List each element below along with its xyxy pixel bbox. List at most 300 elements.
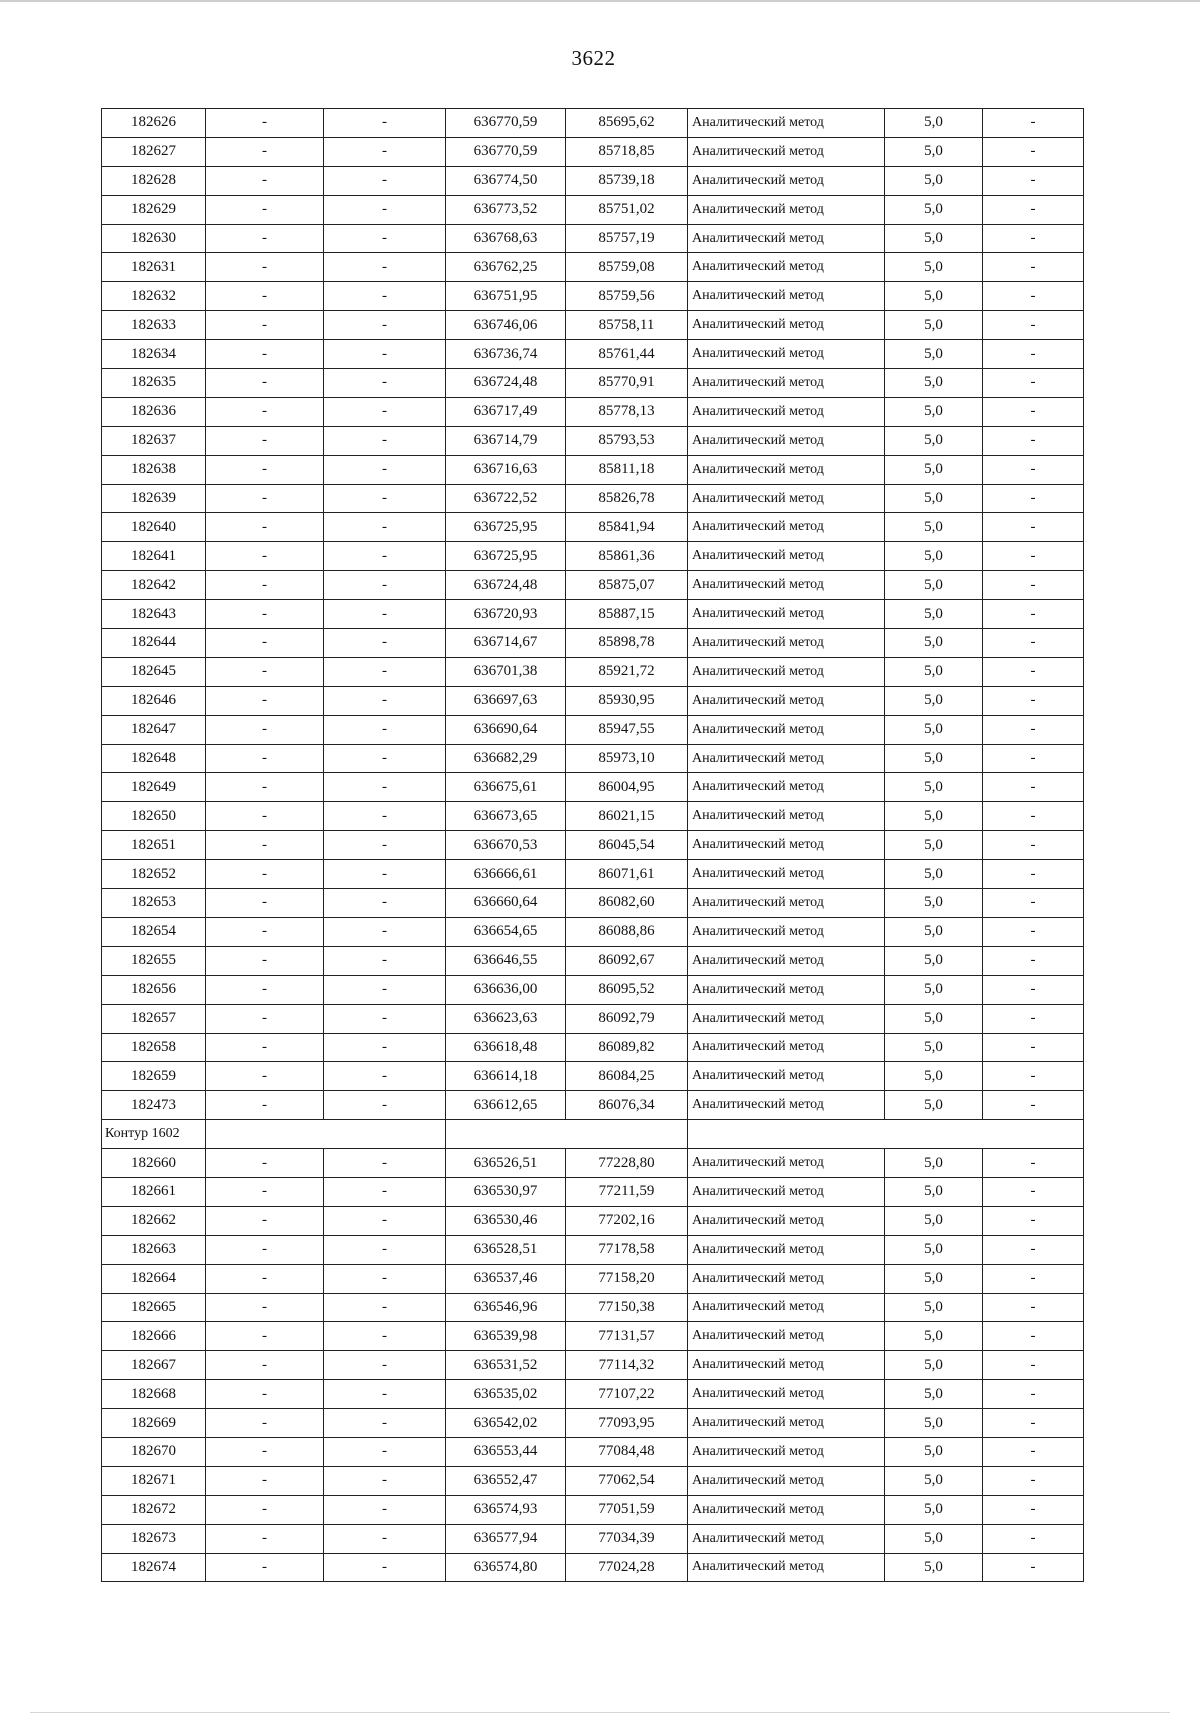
table-row — [102, 657, 1084, 686]
col8-cell: - — [983, 1177, 1084, 1206]
y-coord-cell: 85758,11 — [566, 311, 688, 340]
table-row — [102, 1004, 1084, 1033]
point-id-cell: 182648 — [102, 744, 206, 773]
accuracy-cell: 5,0 — [885, 513, 983, 542]
col3-cell: - — [324, 253, 446, 282]
col2-cell: - — [206, 1235, 324, 1264]
col3-cell: - — [324, 831, 446, 860]
col2-cell: - — [206, 1206, 324, 1235]
method-cell: Аналитический метод — [688, 1351, 885, 1380]
point-id-cell: 182651 — [102, 831, 206, 860]
col3-cell: - — [324, 1235, 446, 1264]
contour-header-row — [102, 1120, 1084, 1149]
col2-cell: - — [206, 889, 324, 918]
point-id-cell: 182640 — [102, 513, 206, 542]
method-cell: Аналитический метод — [688, 1380, 885, 1409]
point-id-cell: 182650 — [102, 802, 206, 831]
x-coord-cell: 636716,63 — [446, 455, 566, 484]
y-coord-cell: 85973,10 — [566, 744, 688, 773]
point-id-cell: 182664 — [102, 1264, 206, 1293]
method-cell: Аналитический метод — [688, 657, 885, 686]
col2-cell: - — [206, 1293, 324, 1322]
table-row — [102, 542, 1084, 571]
method-cell: Аналитический метод — [688, 109, 885, 138]
col8-cell: - — [983, 1351, 1084, 1380]
table-row — [102, 715, 1084, 744]
y-coord-cell: 85751,02 — [566, 195, 688, 224]
x-coord-cell: 636673,65 — [446, 802, 566, 831]
y-coord-cell: 85861,36 — [566, 542, 688, 571]
point-id-cell: 182633 — [102, 311, 206, 340]
x-coord-cell: 636614,18 — [446, 1062, 566, 1091]
col3-cell: - — [324, 1206, 446, 1235]
point-id-cell: 182635 — [102, 369, 206, 398]
col2-cell: - — [206, 1264, 324, 1293]
x-coord-cell: 636535,02 — [446, 1380, 566, 1409]
method-cell: Аналитический метод — [688, 773, 885, 802]
x-coord-cell: 636725,95 — [446, 542, 566, 571]
col3-cell: - — [324, 340, 446, 369]
y-coord-cell: 86082,60 — [566, 889, 688, 918]
col8-cell: - — [983, 484, 1084, 513]
col2-cell: - — [206, 426, 324, 455]
col2-cell: - — [206, 369, 324, 398]
table-row — [102, 166, 1084, 195]
x-coord-cell: 636539,98 — [446, 1322, 566, 1351]
col3-cell: - — [324, 1409, 446, 1438]
col3-cell: - — [324, 600, 446, 629]
col2-cell: - — [206, 744, 324, 773]
col8-cell: - — [983, 426, 1084, 455]
col2-cell: - — [206, 513, 324, 542]
table-row — [102, 1264, 1084, 1293]
col8-cell: - — [983, 889, 1084, 918]
col2-cell: - — [206, 1004, 324, 1033]
method-cell: Аналитический метод — [688, 195, 885, 224]
scan-edge-bottom — [30, 1712, 1170, 1713]
table-row — [102, 253, 1084, 282]
accuracy-cell: 5,0 — [885, 657, 983, 686]
point-id-cell: 182639 — [102, 484, 206, 513]
accuracy-cell: 5,0 — [885, 340, 983, 369]
col2-cell: - — [206, 802, 324, 831]
col3-cell: - — [324, 860, 446, 889]
x-coord-cell: 636553,44 — [446, 1437, 566, 1466]
col2-cell: - — [206, 1409, 324, 1438]
point-id-cell: 182658 — [102, 1033, 206, 1062]
x-coord-cell: 636762,25 — [446, 253, 566, 282]
point-id-cell: 182669 — [102, 1409, 206, 1438]
col2-cell: - — [206, 686, 324, 715]
col2-cell: - — [206, 311, 324, 340]
y-coord-cell: 85887,15 — [566, 600, 688, 629]
accuracy-cell: 5,0 — [885, 946, 983, 975]
method-cell: Аналитический метод — [688, 802, 885, 831]
x-coord-cell: 636773,52 — [446, 195, 566, 224]
method-cell: Аналитический метод — [688, 744, 885, 773]
x-coord-cell: 636751,95 — [446, 282, 566, 311]
col2-cell: - — [206, 1091, 324, 1120]
accuracy-cell: 5,0 — [885, 109, 983, 138]
col3-cell: - — [324, 1322, 446, 1351]
x-coord-cell: 636746,06 — [446, 311, 566, 340]
y-coord-cell: 85826,78 — [566, 484, 688, 513]
accuracy-cell: 5,0 — [885, 311, 983, 340]
method-cell: Аналитический метод — [688, 860, 885, 889]
empty-cell — [206, 1120, 446, 1149]
col8-cell: - — [983, 1264, 1084, 1293]
col3-cell: - — [324, 1091, 446, 1120]
col3-cell: - — [324, 1264, 446, 1293]
table-row — [102, 860, 1084, 889]
col2-cell: - — [206, 773, 324, 802]
col8-cell: - — [983, 195, 1084, 224]
x-coord-cell: 636774,50 — [446, 166, 566, 195]
point-id-cell: 182662 — [102, 1206, 206, 1235]
col2-cell: - — [206, 166, 324, 195]
x-coord-cell: 636542,02 — [446, 1409, 566, 1438]
empty-cell — [446, 1120, 688, 1149]
col8-cell: - — [983, 917, 1084, 946]
col8-cell: - — [983, 1466, 1084, 1495]
table-row — [102, 282, 1084, 311]
accuracy-cell: 5,0 — [885, 253, 983, 282]
col3-cell: - — [324, 1380, 446, 1409]
col2-cell: - — [206, 253, 324, 282]
method-cell: Аналитический метод — [688, 1553, 885, 1582]
col8-cell: - — [983, 311, 1084, 340]
accuracy-cell: 5,0 — [885, 484, 983, 513]
table-row — [102, 1437, 1084, 1466]
method-cell: Аналитический метод — [688, 282, 885, 311]
x-coord-cell: 636574,93 — [446, 1495, 566, 1524]
table-row — [102, 1177, 1084, 1206]
y-coord-cell: 86004,95 — [566, 773, 688, 802]
y-coord-cell: 86095,52 — [566, 975, 688, 1004]
point-id-cell: 182666 — [102, 1322, 206, 1351]
accuracy-cell: 5,0 — [885, 455, 983, 484]
col3-cell: - — [324, 715, 446, 744]
point-id-cell: 182630 — [102, 224, 206, 253]
table-row — [102, 744, 1084, 773]
method-cell: Аналитический метод — [688, 1149, 885, 1178]
method-cell: Аналитический метод — [688, 1322, 885, 1351]
col8-cell: - — [983, 629, 1084, 658]
col8-cell: - — [983, 369, 1084, 398]
col3-cell: - — [324, 166, 446, 195]
y-coord-cell: 85875,07 — [566, 571, 688, 600]
accuracy-cell: 5,0 — [885, 715, 983, 744]
point-id-cell: 182628 — [102, 166, 206, 195]
col8-cell: - — [983, 657, 1084, 686]
accuracy-cell: 5,0 — [885, 860, 983, 889]
col2-cell: - — [206, 917, 324, 946]
accuracy-cell: 5,0 — [885, 773, 983, 802]
method-cell: Аналитический метод — [688, 484, 885, 513]
x-coord-cell: 636724,48 — [446, 571, 566, 600]
col2-cell: - — [206, 571, 324, 600]
x-coord-cell: 636623,63 — [446, 1004, 566, 1033]
col8-cell: - — [983, 1524, 1084, 1553]
method-cell: Аналитический метод — [688, 1235, 885, 1264]
col2-cell: - — [206, 484, 324, 513]
col8-cell: - — [983, 600, 1084, 629]
accuracy-cell: 5,0 — [885, 1177, 983, 1206]
col3-cell: - — [324, 1004, 446, 1033]
col8-cell: - — [983, 340, 1084, 369]
table-row — [102, 195, 1084, 224]
col3-cell: - — [324, 629, 446, 658]
method-cell: Аналитический метод — [688, 542, 885, 571]
col3-cell: - — [324, 137, 446, 166]
col8-cell: - — [983, 1293, 1084, 1322]
col3-cell: - — [324, 426, 446, 455]
point-id-cell: 182637 — [102, 426, 206, 455]
col3-cell: - — [324, 571, 446, 600]
x-coord-cell: 636717,49 — [446, 397, 566, 426]
col8-cell: - — [983, 224, 1084, 253]
accuracy-cell: 5,0 — [885, 889, 983, 918]
point-id-cell: 182629 — [102, 195, 206, 224]
col2-cell: - — [206, 1524, 324, 1553]
accuracy-cell: 5,0 — [885, 1235, 983, 1264]
table-row — [102, 340, 1084, 369]
col3-cell: - — [324, 1495, 446, 1524]
col8-cell: - — [983, 744, 1084, 773]
point-id-cell: 182631 — [102, 253, 206, 282]
method-cell: Аналитический метод — [688, 629, 885, 658]
col3-cell: - — [324, 975, 446, 1004]
col3-cell: - — [324, 1437, 446, 1466]
col8-cell: - — [983, 1380, 1084, 1409]
y-coord-cell: 77084,48 — [566, 1437, 688, 1466]
point-id-cell: 182647 — [102, 715, 206, 744]
x-coord-cell: 636574,80 — [446, 1553, 566, 1582]
x-coord-cell: 636660,64 — [446, 889, 566, 918]
col8-cell: - — [983, 1033, 1084, 1062]
col3-cell: - — [324, 1149, 446, 1178]
col3-cell: - — [324, 802, 446, 831]
table-row — [102, 917, 1084, 946]
col2-cell: - — [206, 831, 324, 860]
col2-cell: - — [206, 1437, 324, 1466]
method-cell: Аналитический метод — [688, 1293, 885, 1322]
accuracy-cell: 5,0 — [885, 1495, 983, 1524]
col2-cell: - — [206, 340, 324, 369]
x-coord-cell: 636697,63 — [446, 686, 566, 715]
accuracy-cell: 5,0 — [885, 1553, 983, 1582]
y-coord-cell: 77062,54 — [566, 1466, 688, 1495]
accuracy-cell: 5,0 — [885, 1437, 983, 1466]
col8-cell: - — [983, 571, 1084, 600]
y-coord-cell: 85778,13 — [566, 397, 688, 426]
y-coord-cell: 86045,54 — [566, 831, 688, 860]
col8-cell: - — [983, 513, 1084, 542]
col2-cell: - — [206, 600, 324, 629]
point-id-cell: 182644 — [102, 629, 206, 658]
col3-cell: - — [324, 484, 446, 513]
method-cell: Аналитический метод — [688, 1524, 885, 1553]
col8-cell: - — [983, 773, 1084, 802]
table-row — [102, 686, 1084, 715]
y-coord-cell: 85761,44 — [566, 340, 688, 369]
col2-cell: - — [206, 455, 324, 484]
col2-cell: - — [206, 860, 324, 889]
y-coord-cell: 77051,59 — [566, 1495, 688, 1524]
y-coord-cell: 85930,95 — [566, 686, 688, 715]
point-id-cell: 182643 — [102, 600, 206, 629]
col8-cell: - — [983, 109, 1084, 138]
x-coord-cell: 636724,48 — [446, 369, 566, 398]
col8-cell: - — [983, 715, 1084, 744]
y-coord-cell: 86092,79 — [566, 1004, 688, 1033]
method-cell: Аналитический метод — [688, 715, 885, 744]
y-coord-cell: 77178,58 — [566, 1235, 688, 1264]
x-coord-cell: 636675,61 — [446, 773, 566, 802]
accuracy-cell: 5,0 — [885, 542, 983, 571]
table-row — [102, 975, 1084, 1004]
accuracy-cell: 5,0 — [885, 195, 983, 224]
accuracy-cell: 5,0 — [885, 1322, 983, 1351]
point-id-cell: 182638 — [102, 455, 206, 484]
col3-cell: - — [324, 1351, 446, 1380]
col3-cell: - — [324, 1033, 446, 1062]
accuracy-cell: 5,0 — [885, 1409, 983, 1438]
table-row — [102, 802, 1084, 831]
y-coord-cell: 85759,56 — [566, 282, 688, 311]
x-coord-cell: 636670,53 — [446, 831, 566, 860]
y-coord-cell: 86088,86 — [566, 917, 688, 946]
x-coord-cell: 636714,79 — [446, 426, 566, 455]
accuracy-cell: 5,0 — [885, 1524, 983, 1553]
col8-cell: - — [983, 1235, 1084, 1264]
x-coord-cell: 636725,95 — [446, 513, 566, 542]
method-cell: Аналитический метод — [688, 1033, 885, 1062]
method-cell: Аналитический метод — [688, 397, 885, 426]
method-cell: Аналитический метод — [688, 889, 885, 918]
method-cell: Аналитический метод — [688, 455, 885, 484]
x-coord-cell: 636577,94 — [446, 1524, 566, 1553]
col8-cell: - — [983, 455, 1084, 484]
point-id-cell: 182634 — [102, 340, 206, 369]
method-cell: Аналитический метод — [688, 1062, 885, 1091]
col8-cell: - — [983, 253, 1084, 282]
col2-cell: - — [206, 397, 324, 426]
col2-cell: - — [206, 224, 324, 253]
table-row — [102, 1553, 1084, 1582]
y-coord-cell: 85695,62 — [566, 109, 688, 138]
col3-cell: - — [324, 917, 446, 946]
y-coord-cell: 77024,28 — [566, 1553, 688, 1582]
col2-cell: - — [206, 1177, 324, 1206]
col8-cell: - — [983, 1206, 1084, 1235]
method-cell: Аналитический метод — [688, 1004, 885, 1033]
col2-cell: - — [206, 1466, 324, 1495]
y-coord-cell: 85739,18 — [566, 166, 688, 195]
accuracy-cell: 5,0 — [885, 917, 983, 946]
col8-cell: - — [983, 1004, 1084, 1033]
col3-cell: - — [324, 311, 446, 340]
y-coord-cell: 86089,82 — [566, 1033, 688, 1062]
col3-cell: - — [324, 889, 446, 918]
accuracy-cell: 5,0 — [885, 1264, 983, 1293]
col8-cell: - — [983, 542, 1084, 571]
x-coord-cell: 636530,46 — [446, 1206, 566, 1235]
x-coord-cell: 636618,48 — [446, 1033, 566, 1062]
x-coord-cell: 636682,29 — [446, 744, 566, 773]
y-coord-cell: 77131,57 — [566, 1322, 688, 1351]
col3-cell: - — [324, 686, 446, 715]
contour-label: Контур 1602 — [102, 1120, 206, 1149]
col3-cell: - — [324, 1062, 446, 1091]
col3-cell: - — [324, 195, 446, 224]
col3-cell: - — [324, 1293, 446, 1322]
col8-cell: - — [983, 1091, 1084, 1120]
empty-cell — [688, 1120, 1084, 1149]
x-coord-cell: 636552,47 — [446, 1466, 566, 1495]
point-id-cell: 182657 — [102, 1004, 206, 1033]
y-coord-cell: 77093,95 — [566, 1409, 688, 1438]
col3-cell: - — [324, 369, 446, 398]
method-cell: Аналитический метод — [688, 1264, 885, 1293]
accuracy-cell: 5,0 — [885, 137, 983, 166]
y-coord-cell: 86092,67 — [566, 946, 688, 975]
y-coord-cell: 77150,38 — [566, 1293, 688, 1322]
y-coord-cell: 85947,55 — [566, 715, 688, 744]
col2-cell: - — [206, 195, 324, 224]
point-id-cell: 182665 — [102, 1293, 206, 1322]
method-cell: Аналитический метод — [688, 224, 885, 253]
accuracy-cell: 5,0 — [885, 686, 983, 715]
col2-cell: - — [206, 1495, 324, 1524]
col3-cell: - — [324, 773, 446, 802]
accuracy-cell: 5,0 — [885, 1206, 983, 1235]
col2-cell: - — [206, 715, 324, 744]
y-coord-cell: 85757,19 — [566, 224, 688, 253]
accuracy-cell: 5,0 — [885, 282, 983, 311]
table-row — [102, 1495, 1084, 1524]
table-row — [102, 513, 1084, 542]
col3-cell: - — [324, 744, 446, 773]
method-cell: Аналитический метод — [688, 1206, 885, 1235]
col8-cell: - — [983, 975, 1084, 1004]
point-id-cell: 182649 — [102, 773, 206, 802]
col3-cell: - — [324, 946, 446, 975]
point-id-cell: 182656 — [102, 975, 206, 1004]
table-row — [102, 137, 1084, 166]
point-id-cell: 182646 — [102, 686, 206, 715]
y-coord-cell: 77114,32 — [566, 1351, 688, 1380]
x-coord-cell: 636654,65 — [446, 917, 566, 946]
y-coord-cell: 77107,22 — [566, 1380, 688, 1409]
accuracy-cell: 5,0 — [885, 831, 983, 860]
x-coord-cell: 636720,93 — [446, 600, 566, 629]
table-row — [102, 1091, 1084, 1120]
col2-cell: - — [206, 1033, 324, 1062]
accuracy-cell: 5,0 — [885, 166, 983, 195]
col8-cell: - — [983, 282, 1084, 311]
accuracy-cell: 5,0 — [885, 1466, 983, 1495]
col2-cell: - — [206, 282, 324, 311]
col8-cell: - — [983, 1062, 1084, 1091]
table-row — [102, 1206, 1084, 1235]
table-row — [102, 1235, 1084, 1264]
table-row — [102, 426, 1084, 455]
table-row — [102, 773, 1084, 802]
table-row — [102, 224, 1084, 253]
x-coord-cell: 636531,52 — [446, 1351, 566, 1380]
method-cell: Аналитический метод — [688, 831, 885, 860]
